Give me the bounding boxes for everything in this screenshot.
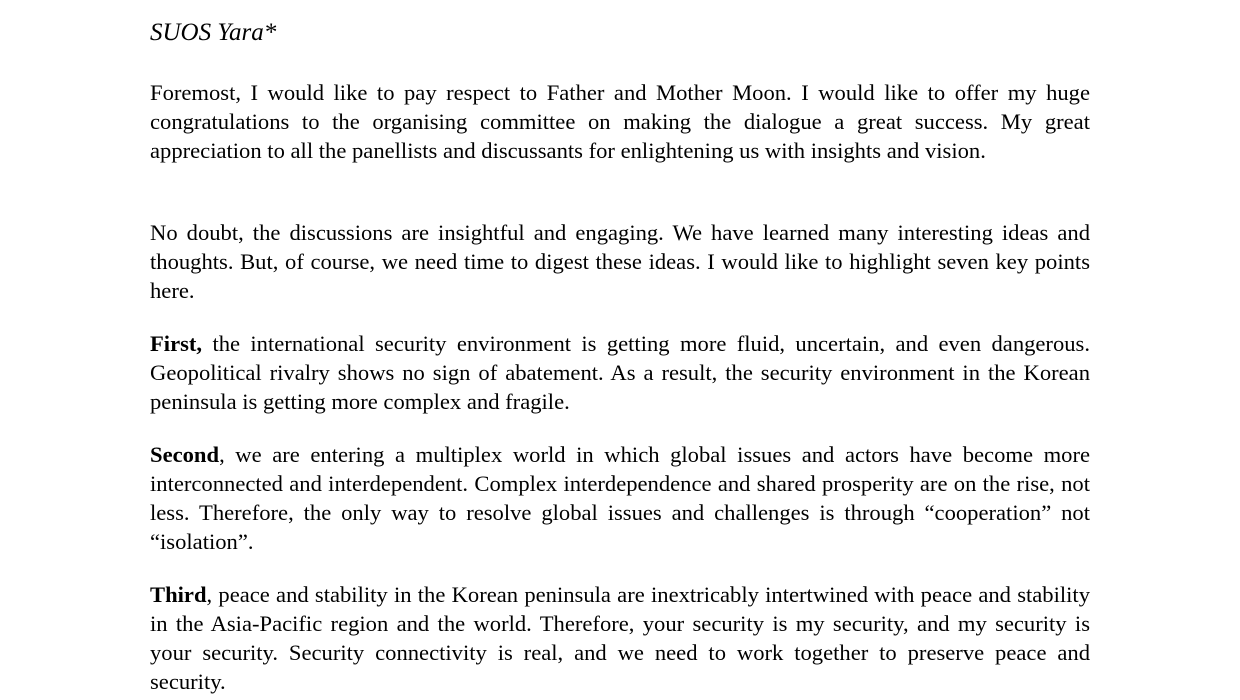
author-name: SUOS Yara* <box>150 19 277 46</box>
paragraph-point-first <box>150 329 1090 416</box>
paragraph-text: Foremost, I would like to pay respect to Father and Mother Moon. I would like to offer my huge congratulations to the organising committee on making the dialogue a great success. My great appreciation to all the panellists and discussants for enlightening us with insights and vision. <box>150 80 1090 163</box>
paragraph-discussion <box>150 218 1090 305</box>
paragraph-lead: Third <box>150 582 207 607</box>
paragraph-point-second <box>150 440 1090 556</box>
paragraph-text: , peace and stability in the Korean peninsula are inextricably intertwined with peace and stability in the Asia-Pacific region and the world. Therefore, your security is my security, and my security is your security. Security connectivity is real, and we need to work together to preserve peace and security. <box>150 582 1090 694</box>
paragraph-text: the international security environment is getting more fluid, uncertain, and even dangerous. Geopolitical rivalry shows no sign of abatement. As a result, the security environment in the Korean peninsula is getting more complex and fragile. <box>150 331 1090 414</box>
paragraph-lead: First, <box>150 331 203 356</box>
paragraph-lead: Second <box>150 442 220 467</box>
paragraph-point-third <box>150 580 1090 696</box>
paragraph-text: , we are entering a multiplex world in which global issues and actors have become more interconnected and interdependent. Complex interdependence and shared prosperity are on the rise, not less. Therefore, the only way to resolve global issues and challenges is through “cooperation” not “isolation”. <box>150 442 1090 554</box>
paragraph-opening <box>150 78 1090 165</box>
paragraph-text: No doubt, the discussions are insightful and engaging. We have learned many interesting ideas and thoughts. But, of course, we need time to digest these ideas. I would like to highlight seven key points here. <box>150 220 1090 303</box>
